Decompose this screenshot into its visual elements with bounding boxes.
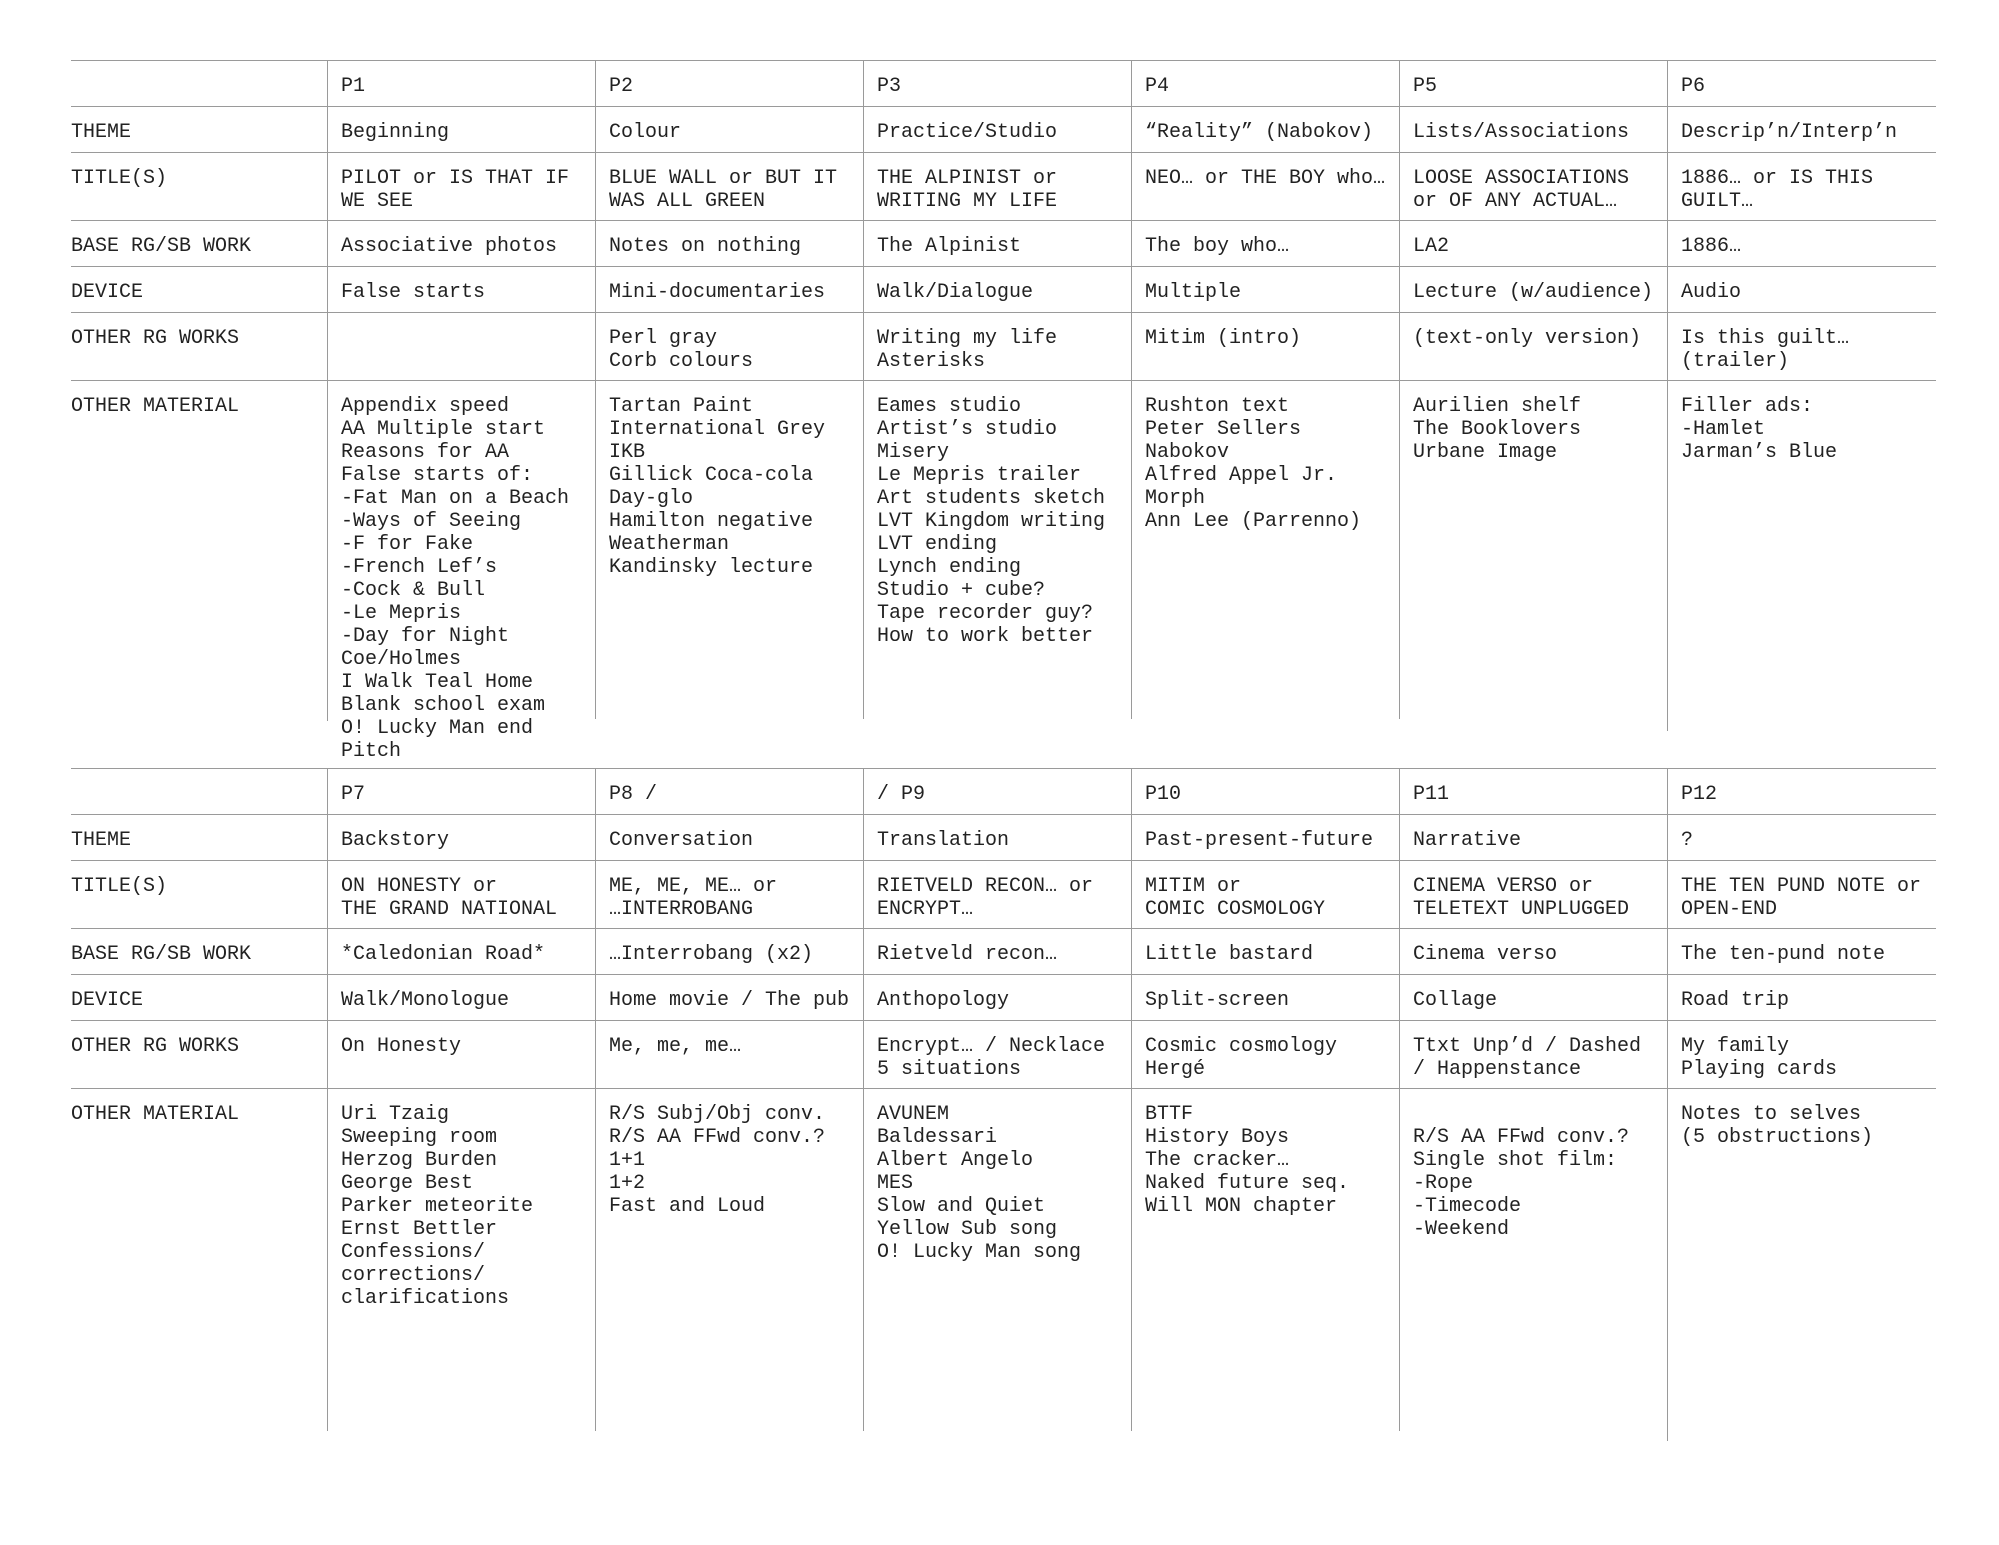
cell-line: 5 situations <box>877 1058 1022 1081</box>
row-label-base-work: BASE RG/SB WORK <box>71 221 327 267</box>
cell-base-work: *Caledonian Road* <box>327 929 595 975</box>
column-header: P5 <box>1399 61 1667 107</box>
cell-base-work: The Alpinist <box>863 221 1131 267</box>
column-header: / P9 <box>863 769 1131 815</box>
header-corner <box>71 769 327 815</box>
cell-base-work: Rietveld recon… <box>863 929 1131 975</box>
cell-other-material <box>1667 381 1936 731</box>
cell-line: Day-glo <box>609 487 694 510</box>
cell-line: Tape recorder guy? <box>877 602 1094 625</box>
cell-device: Mini-documentaries <box>595 267 863 313</box>
cell-titles <box>595 861 863 929</box>
cell-line: Perl gray <box>609 327 718 350</box>
cell-line: Albert Angelo <box>877 1149 1034 1172</box>
cell-line: RIETVELD RECON… or <box>877 875 1094 898</box>
cell-other-rg-works <box>1131 313 1399 381</box>
cell-line: WAS ALL GREEN <box>609 190 766 213</box>
cell-line: Hamilton negative <box>609 510 814 533</box>
cell-other-rg-works <box>1667 313 1936 381</box>
cell-device: Road trip <box>1667 975 1936 1021</box>
cell-line: Misery <box>877 441 950 464</box>
cell-line: LVT Kingdom writing <box>877 510 1106 533</box>
cell-titles <box>1667 153 1936 221</box>
cell-line: ON HONESTY or <box>341 875 498 898</box>
cell-line: Artist’s studio <box>877 418 1058 441</box>
cell-line: -Hamlet <box>1681 418 1766 441</box>
cell-line: THE TEN PUND NOTE or <box>1681 875 1922 898</box>
cell-line: Peter Sellers <box>1145 418 1302 441</box>
cell-line: On Honesty <box>341 1035 462 1058</box>
cell-line: LVT ending <box>877 533 998 556</box>
cell-other-material <box>1131 1089 1399 1431</box>
cell-line: clarifications <box>341 1287 510 1310</box>
cell-line: George Best <box>341 1172 474 1195</box>
cell-line: False starts of: <box>341 464 534 487</box>
column-header: P4 <box>1131 61 1399 107</box>
cell-other-material <box>1399 381 1667 719</box>
cell-line: Corb colours <box>609 350 754 373</box>
cell-line: Uri Tzaig <box>341 1103 450 1126</box>
cell-other-rg-works <box>327 1021 595 1089</box>
cell-line: Tartan Paint <box>609 395 754 418</box>
cell-line: Coe/Holmes <box>341 648 462 671</box>
cell-line: Fast and Loud <box>609 1195 766 1218</box>
cell-line: Encrypt… / Necklace <box>877 1035 1106 1058</box>
column-header: P2 <box>595 61 863 107</box>
cell-base-work: …Interrobang (x2) <box>595 929 863 975</box>
schedule-table-top <box>71 60 1936 771</box>
cell-theme: Colour <box>595 107 863 153</box>
cell-line: COMIC COSMOLOGY <box>1145 898 1326 921</box>
cell-line: History Boys <box>1145 1126 1290 1149</box>
row-label-base-work: BASE RG/SB WORK <box>71 929 327 975</box>
cell-other-material <box>327 1089 595 1431</box>
cell-other-material <box>863 381 1131 719</box>
cell-line: Reasons for AA <box>341 441 510 464</box>
cell-line: Slow and Quiet <box>877 1195 1046 1218</box>
cell-other-rg-works <box>595 1021 863 1089</box>
cell-line: How to work better <box>877 625 1094 648</box>
cell-line: Appendix speed <box>341 395 510 418</box>
cell-other-material <box>595 381 863 719</box>
cell-line: MITIM or <box>1145 875 1242 898</box>
cell-line: / Happenstance <box>1413 1058 1582 1081</box>
cell-line: -Fat Man on a Beach <box>341 487 570 510</box>
cell-line: -F for Fake <box>341 533 474 556</box>
cell-line: -Rope <box>1413 1172 1474 1195</box>
cell-line: Parker meteorite <box>341 1195 534 1218</box>
row-label-other-rg-works: OTHER RG WORKS <box>71 313 327 381</box>
cell-line: -Ways of Seeing <box>341 510 522 533</box>
column-header: P8 / <box>595 769 863 815</box>
cell-line: Weatherman <box>609 533 730 556</box>
cell-titles <box>595 153 863 221</box>
cell-line: Naked future seq. <box>1145 1172 1350 1195</box>
cell-device: Walk/Monologue <box>327 975 595 1021</box>
cell-line: Pitch <box>341 740 402 763</box>
cell-line: Rushton text <box>1145 395 1290 418</box>
cell-line: Jarman’s Blue <box>1681 441 1838 464</box>
cell-line: Writing my life <box>877 327 1058 350</box>
cell-line: Hergé <box>1145 1058 1206 1081</box>
cell-line: -Weekend <box>1413 1218 1510 1241</box>
cell-line: Asterisks <box>877 350 986 373</box>
cell-line: Will MON chapter <box>1145 1195 1338 1218</box>
cell-line: Blank school exam <box>341 694 546 717</box>
cell-line: International Grey <box>609 418 826 441</box>
cell-line: ME, ME, ME… or <box>609 875 778 898</box>
cell-theme: Descrip’n/Interp’n <box>1667 107 1936 153</box>
cell-titles <box>1667 861 1936 929</box>
cell-theme: Past-present-future <box>1131 815 1399 861</box>
cell-line: WE SEE <box>341 190 414 213</box>
cell-other-material <box>1667 1089 1936 1441</box>
cell-theme: “Reality” (Nabokov) <box>1131 107 1399 153</box>
cell-line: Eames studio <box>877 395 1022 418</box>
cell-line: Alfred Appel Jr. <box>1145 464 1338 487</box>
cell-line: IKB <box>609 441 646 464</box>
cell-other-rg-works <box>1131 1021 1399 1089</box>
cell-line: AA Multiple start <box>341 418 546 441</box>
cell-line: LOOSE ASSOCIATIONS <box>1413 167 1630 190</box>
cell-other-material <box>327 381 595 763</box>
row-label-titles: TITLE(S) <box>71 861 327 929</box>
cell-other-material <box>863 1089 1131 1431</box>
cell-line: Confessions/ <box>341 1241 486 1264</box>
cell-base-work: Notes on nothing <box>595 221 863 267</box>
cell-line: Kandinsky lecture <box>609 556 814 579</box>
cell-line: Nabokov <box>1145 441 1230 464</box>
header-corner <box>71 61 327 107</box>
cell-line: Urbane Image <box>1413 441 1558 464</box>
cell-device: Anthopology <box>863 975 1131 1021</box>
cell-line: corrections/ <box>341 1264 486 1287</box>
cell-line: O! Lucky Man end <box>341 717 534 740</box>
cell-other-material <box>1131 381 1399 719</box>
cell-theme: Beginning <box>327 107 595 153</box>
cell-line: GUILT… <box>1681 190 1754 213</box>
cell-titles <box>327 861 595 929</box>
cell-device: False starts <box>327 267 595 313</box>
cell-device: Lecture (w/audience) <box>1399 267 1667 313</box>
cell-line: O! Lucky Man song <box>877 1241 1082 1264</box>
cell-line: Gillick Coca-cola <box>609 464 814 487</box>
cell-device: Collage <box>1399 975 1667 1021</box>
cell-other-rg-works <box>1667 1021 1936 1089</box>
cell-line: Ann Lee (Parrenno) <box>1145 510 1362 533</box>
cell-other-material <box>595 1089 863 1431</box>
cell-titles <box>1399 153 1667 221</box>
cell-line: (5 obstructions) <box>1681 1126 1874 1149</box>
cell-line: -Cock & Bull <box>341 579 486 602</box>
cell-line: BTTF <box>1145 1103 1194 1126</box>
cell-device: Audio <box>1667 267 1936 313</box>
cell-line: WRITING MY LIFE <box>877 190 1058 213</box>
cell-line: Lynch ending <box>877 556 1022 579</box>
row-label-theme: THEME <box>71 815 327 861</box>
column-header: P11 <box>1399 769 1667 815</box>
cell-line: -Le Mepris <box>341 602 462 625</box>
cell-theme: Narrative <box>1399 815 1667 861</box>
cell-line: I Walk Teal Home <box>341 671 534 694</box>
cell-line <box>1413 1103 1655 1126</box>
column-header: P1 <box>327 61 595 107</box>
cell-theme: Conversation <box>595 815 863 861</box>
row-label-theme: THEME <box>71 107 327 153</box>
cell-line: Is this guilt… <box>1681 327 1850 350</box>
cell-line: THE GRAND NATIONAL <box>341 898 558 921</box>
cell-base-work: Little bastard <box>1131 929 1399 975</box>
cell-theme: Lists/Associations <box>1399 107 1667 153</box>
cell-line: The cracker… <box>1145 1149 1290 1172</box>
cell-line: (trailer) <box>1681 350 1790 373</box>
cell-theme: ? <box>1667 815 1936 861</box>
cell-line: Sweeping room <box>341 1126 498 1149</box>
cell-device: Multiple <box>1131 267 1399 313</box>
cell-titles <box>863 861 1131 929</box>
schedule-table-bottom <box>71 768 1936 1447</box>
cell-line: AVUNEM <box>877 1103 950 1126</box>
column-header: P12 <box>1667 769 1936 815</box>
cell-line: -Timecode <box>1413 1195 1522 1218</box>
row-label-other-material: OTHER MATERIAL <box>71 395 240 418</box>
cell-line: R/S AA FFwd conv.? <box>609 1126 826 1149</box>
cell-line: 1+2 <box>609 1172 646 1195</box>
cell-line: or OF ANY ACTUAL… <box>1413 190 1618 213</box>
cell-line: Baldessari <box>877 1126 998 1149</box>
cell-line: Ernst Bettler <box>341 1218 498 1241</box>
cell-line: R/S Subj/Obj conv. <box>609 1103 826 1126</box>
cell-other-rg-works <box>863 1021 1131 1089</box>
row-label-other-material: OTHER MATERIAL <box>71 1103 240 1126</box>
row-label-titles: TITLE(S) <box>71 153 327 221</box>
cell-base-work: The boy who… <box>1131 221 1399 267</box>
cell-line: -French Lef’s <box>341 556 498 579</box>
cell-line: Filler ads: <box>1681 395 1814 418</box>
cell-other-rg-works <box>1399 313 1667 381</box>
column-header: P6 <box>1667 61 1936 107</box>
cell-line: 1+1 <box>609 1149 646 1172</box>
cell-line: Herzog Burden <box>341 1149 498 1172</box>
cell-line: Art students sketch <box>877 487 1106 510</box>
row-label-other-rg-works: OTHER RG WORKS <box>71 1021 327 1089</box>
cell-titles <box>1131 861 1399 929</box>
column-header: P7 <box>327 769 595 815</box>
cell-base-work: Associative photos <box>327 221 595 267</box>
cell-line: …INTERROBANG <box>609 898 754 921</box>
cell-titles <box>1399 861 1667 929</box>
cell-base-work: Cinema verso <box>1399 929 1667 975</box>
cell-theme: Translation <box>863 815 1131 861</box>
cell-line: THE ALPINIST or <box>877 167 1058 190</box>
cell-base-work: The ten-pund note <box>1667 929 1936 975</box>
cell-theme: Backstory <box>327 815 595 861</box>
cell-line: Mitim (intro) <box>1145 327 1302 350</box>
cell-line: My family <box>1681 1035 1790 1058</box>
cell-line: Yellow Sub song <box>877 1218 1058 1241</box>
cell-titles <box>327 153 595 221</box>
cell-titles <box>863 153 1131 221</box>
cell-line: Cosmic cosmology <box>1145 1035 1338 1058</box>
cell-line: MES <box>877 1172 914 1195</box>
cell-line: (text-only version) <box>1413 327 1642 350</box>
cell-line: PILOT or IS THAT IF <box>341 167 570 190</box>
cell-line: OPEN-END <box>1681 898 1778 921</box>
cell-other-rg-works <box>863 313 1131 381</box>
cell-line: -Day for Night <box>341 625 510 648</box>
column-header: P10 <box>1131 769 1399 815</box>
cell-line: Le Mepris trailer <box>877 464 1082 487</box>
cell-base-work: 1886… <box>1667 221 1936 267</box>
cell-other-rg-works <box>1399 1021 1667 1089</box>
cell-line: Morph <box>1145 487 1206 510</box>
cell-line: R/S AA FFwd conv.? <box>1413 1126 1630 1149</box>
cell-other-rg-works <box>595 313 863 381</box>
cell-line: NEO… or THE BOY who… <box>1145 167 1386 190</box>
cell-line: Playing cards <box>1681 1058 1838 1081</box>
cell-line: TELETEXT UNPLUGGED <box>1413 898 1630 921</box>
row-label-device: DEVICE <box>71 267 327 313</box>
cell-line: The Booklovers <box>1413 418 1582 441</box>
cell-device: Walk/Dialogue <box>863 267 1131 313</box>
cell-device: Home movie / The pub <box>595 975 863 1021</box>
cell-line: 1886… or IS THIS <box>1681 167 1874 190</box>
cell-line: CINEMA VERSO or <box>1413 875 1594 898</box>
row-label-device: DEVICE <box>71 975 327 1021</box>
cell-titles <box>1131 153 1399 221</box>
cell-line: Notes to selves <box>1681 1103 1862 1126</box>
cell-line: BLUE WALL or BUT IT <box>609 167 838 190</box>
cell-line: Ttxt Unp’d / Dashed <box>1413 1035 1642 1058</box>
cell-line: Single shot film: <box>1413 1149 1618 1172</box>
cell-line: ENCRYPT… <box>877 898 974 921</box>
column-header: P3 <box>863 61 1131 107</box>
cell-device: Split-screen <box>1131 975 1399 1021</box>
cell-line: Aurilien shelf <box>1413 395 1582 418</box>
cell-base-work: LA2 <box>1399 221 1667 267</box>
cell-other-material <box>1399 1089 1667 1431</box>
cell-other-rg-works <box>327 313 595 381</box>
cell-line: Me, me, me… <box>609 1035 742 1058</box>
cell-theme: Practice/Studio <box>863 107 1131 153</box>
cell-line: Studio + cube? <box>877 579 1046 602</box>
